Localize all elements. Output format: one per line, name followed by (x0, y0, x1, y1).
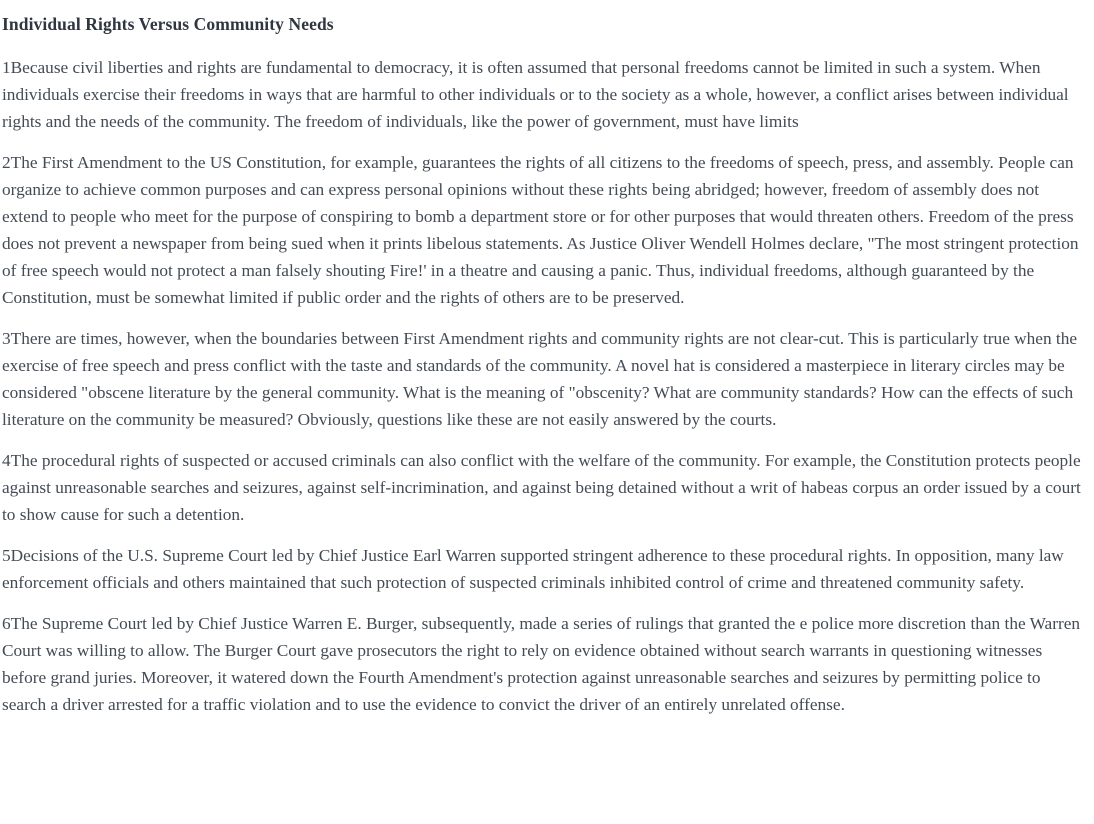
paragraph-4 (2, 447, 1086, 528)
paragraph-4-text: The procedural rights of suspected or accused criminals can also conflict with the welfare of the community. For example, the Constitution protects people against unreasonable searches and seizures, against self-incrimination, and against being detained without a writ of habeas corpus an order issued by a court to show cause for such a detention. (2, 451, 1081, 524)
paragraph-1-number: 1 (2, 58, 11, 77)
paragraph-1 (2, 54, 1086, 135)
paragraph-2-text: The First Amendment to the US Constitution, for example, guarantees the rights of all citizens to the freedoms of speech, press, and assembly. People can organize to achieve common purposes and can express personal opinions without these rights being abridged; however, freedom of assembly does not extend to people who meet for the purpose of conspiring to bomb a department store or for other purposes that would threaten others. Freedom of the press does not prevent a newspaper from being sued when it prints libelous statements. As Justice Oliver Wendell Holmes declare, "The most stringent protection of free speech would not protect a man falsely shouting Fire!' in a theatre and causing a panic. Thus, individual freedoms, although guaranteed by the Constitution, must be somewhat limited if public order and the rights of others are to be preserved. (2, 153, 1079, 307)
paragraph-3 (2, 325, 1086, 433)
document-title: Individual Rights Versus Community Needs (2, 14, 334, 34)
paragraph-1-text: Because civil liberties and rights are fundamental to democracy, it is often assumed that personal freedoms cannot be limited in such a system. When individuals exercise their freedoms in ways that are harmful to other individuals or to the society as a whole, however, a conflict arises between individual rights and the needs of the community. The freedom of individuals, like the power of government, must have limits (2, 58, 1069, 131)
paragraph-3-number: 3 (2, 329, 11, 348)
paragraph-5-text: Decisions of the U.S. Supreme Court led by Chief Justice Earl Warren supported stringent adherence to these procedural rights. In opposition, many law enforcement officials and others maintained that such protection of suspected criminals inhibited control of crime and threatened community safety. (2, 546, 1064, 592)
paragraph-6 (2, 610, 1086, 718)
paragraph-5 (2, 542, 1086, 596)
paragraph-2-number: 2 (2, 153, 11, 172)
paragraph-4-number: 4 (2, 451, 11, 470)
paragraph-3-text: There are times, however, when the boundaries between First Amendment rights and community rights are not clear-cut. This is particularly true when the exercise of free speech and press conflict with the taste and standards of the community. A novel hat is considered a masterpiece in literary circles may be considered "obscene literature by the general community. What is the meaning of "obscenity? What are community standards? How can the effects of such literature on the community be measured? Obviously, questions like these are not easily answered by the courts. (2, 329, 1078, 429)
paragraph-6-text: The Supreme Court led by Chief Justice Warren E. Burger, subsequently, made a series of rulings that granted the e police more discretion than the Warren Court was willing to allow. The Burger Court gave prosecutors the right to rely on evidence obtained without search warrants in questioning witnesses before grand juries. Moreover, it watered down the Fourth Amendment's protection against unreasonable searches and seizures by permitting police to search a driver arrested for a traffic violation and to use the evidence to convict the driver of an entirely unrelated offense. (2, 614, 1081, 714)
paragraph-6-number: 6 (2, 614, 11, 633)
paragraph-5-number: 5 (2, 546, 11, 565)
paragraph-2 (2, 149, 1086, 311)
